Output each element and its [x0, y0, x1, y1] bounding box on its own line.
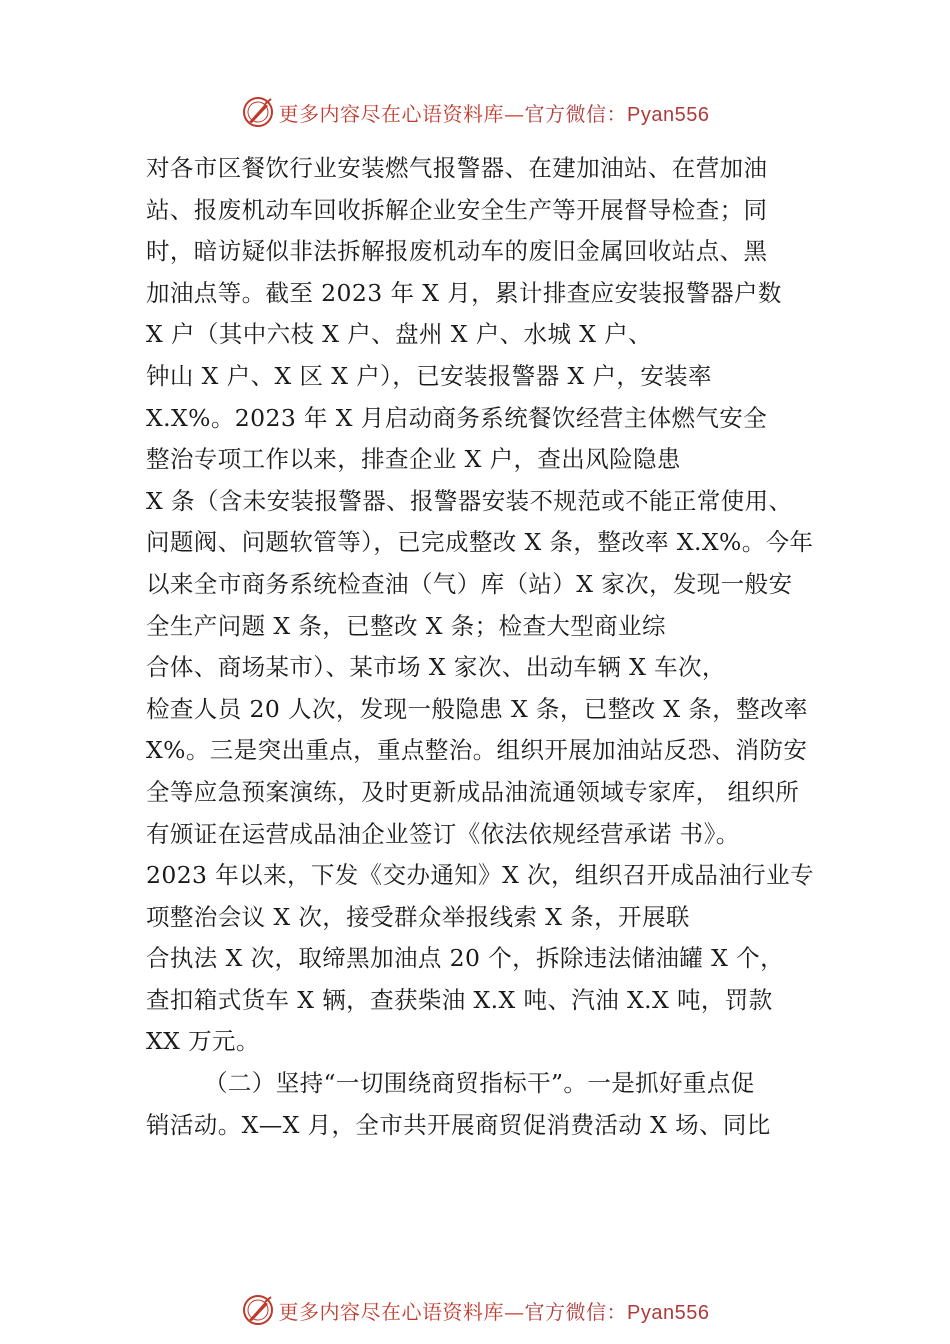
body-line: 合执法 X 次，取缔黑加油点 20 个，拆除违法储油罐 X 个，	[146, 944, 784, 973]
body-line: 2023 年以来，下发《交办通知》X 次，组织召开成品油行业专	[146, 861, 814, 890]
body-line: 全生产问题 X 条，已整改 X 条；检查大型商业综	[146, 611, 666, 640]
section-heading-line: （二）坚持“一切围绕商贸指标干”。一是抓好重点促	[204, 1069, 755, 1098]
body-line: 整治专项工作以来，排查企业 X 户，查出风险隐患	[146, 445, 681, 474]
body-line: 全等应急预案演练，及时更新成品油流通领域专家库， 组织所	[146, 777, 800, 806]
banner-text: 更多内容尽在心语资料库—官方微信：Pyan556	[278, 101, 710, 126]
body-line: 加油点等。截至 2023 年 X 月，累计排查应安装报警器户数	[146, 278, 782, 307]
body-line: 项整治会议 X 次，接受群众举报线索 X 条，开展联	[146, 902, 690, 931]
body-line: 站、报废机动车回收拆解企业安全生产等开展督导检查；同	[146, 195, 768, 224]
quill-pen-seal-icon	[241, 1293, 275, 1327]
body-line: XX 万元。	[146, 1027, 260, 1056]
body-line: 问题阀、问题软管等），已完成整改 X 条，整改率 X.X%。今年	[146, 528, 814, 557]
body-line: 对各市区餐饮行业安装燃气报警器、在建加油站、在营加油	[146, 154, 768, 182]
body-line: X.X%。2023 年 X 月启动商务系统餐饮经营主体燃气安全	[146, 403, 768, 432]
document-body	[146, 148, 836, 1146]
quill-pen-seal-icon	[241, 95, 275, 129]
body-line: X 户（其中六枝 X 户、盘州 X 户、水城 X 户、	[146, 320, 653, 349]
body-line: 时，暗访疑似非法拆解报废机动车的废旧金属回收站点、黑	[146, 237, 768, 266]
body-line: 查扣箱式货车 X 辆，查获柴油 X.X 吨、汽油 X.X 吨，罚款	[146, 985, 773, 1014]
body-line: 销活动。X—X 月，全市共开展商贸促消费活动 X 场、同比	[146, 1110, 771, 1139]
body-line: 合体、商场某市）、某市场 X 家次、出动车辆 X 车次，	[146, 653, 726, 682]
body-line: X 条（含未安装报警器、报警器安装不规范或不能正常使用、	[146, 486, 793, 515]
body-line: X%。三是突出重点，重点整治。组织开展加油站反恐、消防安	[146, 736, 808, 765]
header-banner	[0, 92, 950, 132]
body-line: 以来全市商务系统检查油（气）库（站）X 家次，发现一般安	[146, 569, 793, 598]
banner-text: 更多内容尽在心语资料库—官方微信：Pyan556	[278, 1299, 710, 1324]
body-line: 检查人员 20 人次，发现一般隐患 X 条，已整改 X 条，整改率	[146, 694, 808, 723]
footer-banner	[0, 1290, 950, 1330]
body-line: 有颁证在运营成品油企业签订《依法依规经营承诺 书》。	[146, 819, 740, 848]
body-line: 钟山 X 户、X 区 X 户），已安装报警器 X 户，安装率	[146, 361, 712, 390]
